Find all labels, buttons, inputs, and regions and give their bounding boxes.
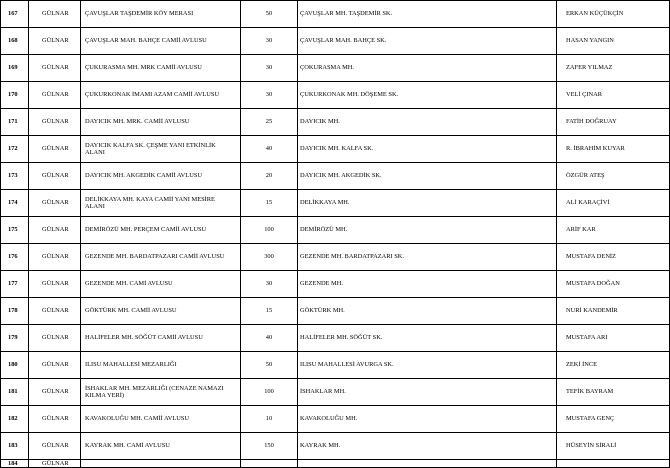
- responsible-person-cell: ZAFER YILMAZ: [557, 55, 670, 82]
- capacity-cell: 25: [241, 109, 298, 136]
- district-cell: GÜLNAR: [29, 433, 81, 460]
- row-number-cell: 181: [1, 379, 29, 406]
- row-number-cell: 177: [1, 271, 29, 298]
- row-number-cell: 179: [1, 325, 29, 352]
- address-cell: ÇOKURASMA MH.: [298, 55, 557, 82]
- table-row: [1, 406, 670, 433]
- address-cell: DAYICIK MH. KALFA SK.: [298, 136, 557, 163]
- district-cell: GÜLNAR: [29, 55, 81, 82]
- district-cell: GÜLNAR: [29, 82, 81, 109]
- responsible-person-cell: TEFİK BAYRAM: [557, 379, 670, 406]
- responsible-person-cell: HASAN YANGIN: [557, 28, 670, 55]
- district-cell: GÜLNAR: [29, 190, 81, 217]
- table-row: [1, 271, 670, 298]
- district-cell: GÜLNAR: [29, 28, 81, 55]
- area-name-cell: GEZENDE MH. CAMİ AVLUSU: [81, 271, 241, 298]
- area-name-cell: [81, 460, 241, 468]
- area-name-cell: İSHAKLAR MH. MEZARLIĞI (CENAZE NAMAZI KILMA YERİ): [81, 379, 241, 406]
- address-cell: [298, 460, 557, 468]
- row-number-cell: 171: [1, 109, 29, 136]
- address-cell: DAYICIK MH.: [298, 109, 557, 136]
- capacity-cell: 15: [241, 190, 298, 217]
- area-name-cell: ILISU MAHALLESİ MEZARLIĞI: [81, 352, 241, 379]
- address-cell: İSHAKLAR MH.: [298, 379, 557, 406]
- address-cell: DELİKKAYA MH.: [298, 190, 557, 217]
- table-row: [1, 460, 670, 468]
- area-name-cell: ÇUKURASMA MH. MRK CAMİİ AVLUSU: [81, 55, 241, 82]
- address-cell: HALİFELER MH. SÖĞÜT SK.: [298, 325, 557, 352]
- responsible-person-cell: MUSTAFA DENİZ: [557, 244, 670, 271]
- capacity-cell: 100: [241, 379, 298, 406]
- table-row: [1, 244, 670, 271]
- row-number-cell: 167: [1, 1, 29, 28]
- responsible-person-cell: NURİ KANDEMİR: [557, 298, 670, 325]
- address-cell: KAYRAK MH.: [298, 433, 557, 460]
- capacity-cell: 100: [241, 217, 298, 244]
- responsible-person-cell: R. İBRAHİM KUYAR: [557, 136, 670, 163]
- capacity-cell: 50: [241, 1, 298, 28]
- address-cell: DEMİRÖZÜ MH.: [298, 217, 557, 244]
- district-cell: GÜLNAR: [29, 271, 81, 298]
- table-row: [1, 217, 670, 244]
- district-cell: GÜLNAR: [29, 1, 81, 28]
- capacity-cell: 50: [241, 352, 298, 379]
- district-cell: GÜLNAR: [29, 325, 81, 352]
- row-number-cell: 174: [1, 190, 29, 217]
- area-name-cell: ÇAVUŞLAR TAŞDEMİR KÖY MERASI: [81, 1, 241, 28]
- address-cell: ÇUKURKONAK MH. DÖŞEME SK.: [298, 82, 557, 109]
- capacity-cell: 300: [241, 244, 298, 271]
- table-row: [1, 28, 670, 55]
- row-number-cell: 178: [1, 298, 29, 325]
- district-cell: GÜLNAR: [29, 163, 81, 190]
- row-number-cell: 173: [1, 163, 29, 190]
- capacity-cell: 20: [241, 163, 298, 190]
- table-body: [1, 1, 670, 468]
- capacity-cell: 30: [241, 28, 298, 55]
- row-number-cell: 169: [1, 55, 29, 82]
- area-name-cell: ÇAVUŞLAR MAH. BAHÇE CAMİİ AVLUSU: [81, 28, 241, 55]
- table-row: [1, 136, 670, 163]
- row-number-cell: 184: [1, 460, 29, 468]
- district-cell: GÜLNAR: [29, 109, 81, 136]
- district-cell: GÜLNAR: [29, 379, 81, 406]
- table-row: [1, 190, 670, 217]
- row-number-cell: 176: [1, 244, 29, 271]
- area-name-cell: DAYICIK KALFA SK. ÇEŞME YANI ETKİNLİK ALANI: [81, 136, 241, 163]
- responsible-person-cell: ÖZGÜR ATEŞ: [557, 163, 670, 190]
- capacity-cell: 10: [241, 406, 298, 433]
- table-row: [1, 55, 670, 82]
- table-row: [1, 82, 670, 109]
- address-cell: GEZENDE MH. BARDATPAZARI SK.: [298, 244, 557, 271]
- district-cell: GÜLNAR: [29, 460, 81, 468]
- table-row: [1, 298, 670, 325]
- area-name-cell: DELİKKAYA MH. KAYA CAMİİ YANI MESİRE ALANI: [81, 190, 241, 217]
- responsible-person-cell: ALİ KARAÇİVİ: [557, 190, 670, 217]
- responsible-person-cell: FATİH DOĞRUAY: [557, 109, 670, 136]
- row-number-cell: 180: [1, 352, 29, 379]
- capacity-cell: 15: [241, 298, 298, 325]
- capacity-cell: [241, 460, 298, 468]
- table-row: [1, 433, 670, 460]
- capacity-cell: 40: [241, 136, 298, 163]
- area-name-cell: KAVAKOLUĞU MH. CAMİİ AVLUSU: [81, 406, 241, 433]
- capacity-cell: 150: [241, 433, 298, 460]
- address-cell: DAYICIK MH. AKGEDİK SK.: [298, 163, 557, 190]
- district-cell: GÜLNAR: [29, 244, 81, 271]
- responsible-person-cell: MUSTAFA GENÇ: [557, 406, 670, 433]
- address-cell: GÖKTÜRK MH.: [298, 298, 557, 325]
- area-name-cell: DEMİRÖZÜ MH. PERÇEM CAMİİ AVLUSU: [81, 217, 241, 244]
- row-number-cell: 183: [1, 433, 29, 460]
- area-name-cell: ÇUKURKONAK İMAMI AZAM CAMİİ AVLUSU: [81, 82, 241, 109]
- responsible-person-cell: VELİ ÇINAR: [557, 82, 670, 109]
- district-cell: GÜLNAR: [29, 352, 81, 379]
- table-row: [1, 163, 670, 190]
- row-number-cell: 170: [1, 82, 29, 109]
- capacity-cell: 30: [241, 271, 298, 298]
- address-cell: KAVAKOLUĞU MH.: [298, 406, 557, 433]
- table-row: [1, 379, 670, 406]
- responsible-person-cell: ARİF KAR: [557, 217, 670, 244]
- responsible-person-cell: MUSTAFA ARI: [557, 325, 670, 352]
- row-number-cell: 175: [1, 217, 29, 244]
- row-number-cell: 172: [1, 136, 29, 163]
- district-cell: GÜLNAR: [29, 406, 81, 433]
- responsible-person-cell: HÜSEYİN SİRALİ: [557, 433, 670, 460]
- capacity-cell: 30: [241, 55, 298, 82]
- capacity-cell: 30: [241, 82, 298, 109]
- table-row: [1, 1, 670, 28]
- area-name-cell: DAYICIK MH. MRK. CAMİİ AVLUSU: [81, 109, 241, 136]
- responsible-person-cell: ERKAN KÜÇÜKÇİN: [557, 1, 670, 28]
- district-cell: GÜLNAR: [29, 217, 81, 244]
- address-cell: ÇAVUŞLAR MAH. BAHÇE SK.: [298, 28, 557, 55]
- row-number-cell: 168: [1, 28, 29, 55]
- capacity-cell: 40: [241, 325, 298, 352]
- responsible-person-cell: ZEKİ İNCE: [557, 352, 670, 379]
- address-cell: GEZENDE MH.: [298, 271, 557, 298]
- table-row: [1, 325, 670, 352]
- responsible-person-cell: MUSTAFA DOĞAN: [557, 271, 670, 298]
- address-cell: ILISU MAHALLESİ AVURGA SK.: [298, 352, 557, 379]
- responsible-person-cell: [557, 460, 670, 468]
- table-row: [1, 109, 670, 136]
- area-name-cell: HALİFELER MH. SÖĞÜT CAMİİ AVLUSU: [81, 325, 241, 352]
- row-number-cell: 182: [1, 406, 29, 433]
- district-cell: GÜLNAR: [29, 298, 81, 325]
- district-cell: GÜLNAR: [29, 136, 81, 163]
- table-row: [1, 352, 670, 379]
- area-name-cell: GEZENDE MH. BARDATPAZARI CAMİİ AVLUSU: [81, 244, 241, 271]
- area-name-cell: KAYRAK MH. CAMİ AVLUSU: [81, 433, 241, 460]
- address-cell: ÇAVUŞLAR MH. TAŞDEMİR SK.: [298, 1, 557, 28]
- area-name-cell: DAYICIK MH. AKGEDİK CAMİİ AVLUSU: [81, 163, 241, 190]
- area-name-cell: GÖKTÜRK MH. CAMİİ AVLUSU: [81, 298, 241, 325]
